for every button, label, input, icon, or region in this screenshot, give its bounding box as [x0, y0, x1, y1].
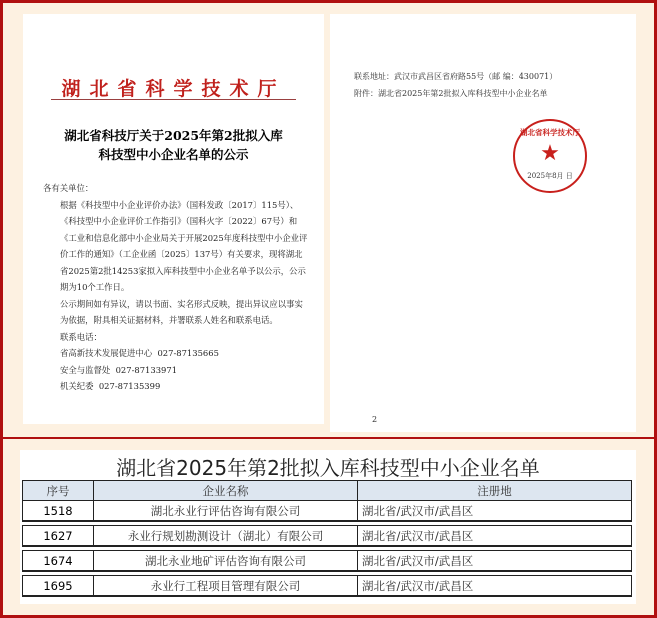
seal-text: 湖北省科学技术厅: [520, 128, 580, 137]
title-line-2: 科技型中小企业名单的公示: [98, 147, 249, 162]
paragraph-2: 公示期间如有异议，请以书面、实名形式反映，提出异议应以事实为依据，附具相关证据材料，并署联系人姓名和联系电话。: [60, 298, 303, 325]
company-list-excerpt: [20, 450, 636, 604]
title-line-1: 湖北省科技厅关于2025年第2批拟入库: [64, 128, 283, 143]
seal-date: 2025年8月 日: [527, 172, 573, 180]
cell-index: 1518: [23, 501, 94, 522]
header-index: 序号: [23, 481, 94, 501]
salutation: 各有关单位：: [43, 183, 94, 193]
table-header-row: [23, 481, 632, 501]
cell-company: 永业行规划勘测设计（湖北）有限公司: [94, 526, 358, 547]
contact-address: 联系地址：武汉市武昌区省府路55号（邮 编：430071）: [354, 72, 558, 81]
contact-label: 联系电话：: [60, 331, 102, 342]
contact-row: [43, 378, 308, 395]
table-row: [23, 526, 632, 547]
table-row: [23, 551, 632, 572]
contact-phone: 027-87135399: [98, 381, 161, 391]
table-row: [23, 576, 632, 597]
cell-location: 湖北省/武汉市/武昌区: [358, 551, 632, 572]
cell-company: 湖北永业地矿评估咨询有限公司: [94, 551, 358, 572]
contact-phone: 027-87133971: [115, 364, 178, 375]
cell-index: 1627: [23, 526, 94, 547]
contact-row: [43, 345, 308, 362]
cell-index: 1674: [23, 551, 94, 572]
header-divider: [51, 99, 296, 100]
table-title: 湖北省2025年第2批拟入库科技型中小企业名单: [116, 456, 540, 480]
header-location: 注册地: [358, 481, 632, 501]
official-seal: [513, 119, 587, 193]
contact-dept: 机关纪委: [60, 381, 94, 391]
cell-company: 永业行工程项目管理有限公司: [94, 576, 358, 597]
notice-page-2: [330, 14, 636, 432]
cell-location: 湖北省/武汉市/武昌区: [358, 526, 632, 547]
address-block: [354, 68, 628, 102]
header-company: 企业名称: [94, 481, 358, 501]
notice-title: [23, 126, 324, 164]
table-row: [23, 501, 632, 522]
section-divider: [3, 437, 654, 439]
contact-dept: 安全与监督处: [60, 364, 111, 375]
star-icon: ★: [540, 141, 560, 166]
org-header: 湖北省科学技术厅: [61, 78, 286, 100]
cell-index: 1695: [23, 576, 94, 597]
company-table: [22, 480, 632, 597]
contact-dept: 省高新技术发展促进中心: [60, 348, 153, 358]
paragraph-1: 根据《科技型中小企业评价办法》（国科发政〔2017〕115号）、《科技型中小企业评价工作指引》（国科火字〔2022〕67号）和《工业和信息化部中小企业局关于开展2025年度科技型中小企业评价工作的通知》（工企业函〔2025〕137号）有关要求，现将湖北省2025第2批14253家拟入库科技型中小企业名单予以公示，公示期为10个工作日。: [60, 199, 308, 292]
cell-location: 湖北省/武汉市/武昌区: [358, 501, 632, 522]
page-number: 2: [372, 415, 378, 424]
notice-page-1: [23, 14, 324, 424]
notice-body: [43, 180, 308, 395]
contact-phone: 027-87135665: [157, 348, 219, 358]
contact-row: [43, 362, 308, 379]
cell-location: 湖北省/武汉市/武昌区: [358, 576, 632, 597]
cell-company: 湖北永业行评估咨询有限公司: [94, 501, 358, 522]
attachment-line: 附件：湖北省2025年第2批拟入库科技型中小企业名单: [354, 89, 548, 98]
